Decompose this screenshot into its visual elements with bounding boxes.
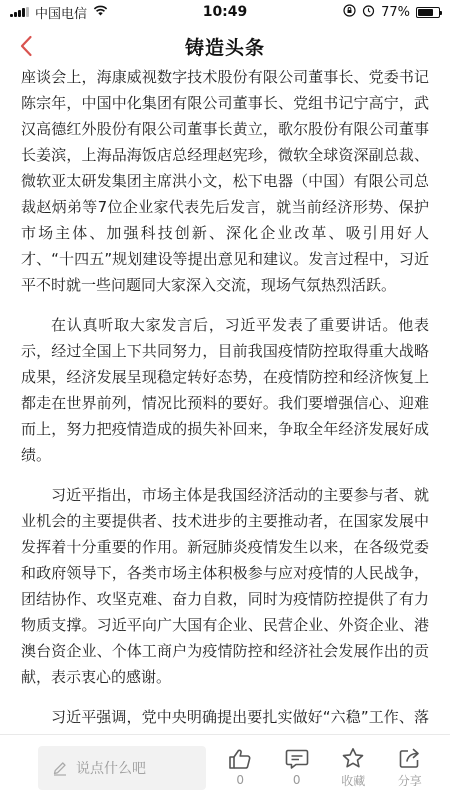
article-paragraph: 习近平强调，党中央明确提出要扎实做好“六稳”工作、落 — [51, 708, 429, 726]
share-label: 分享 — [397, 773, 422, 788]
status-right — [290, 4, 440, 21]
favorite-button[interactable] — [327, 747, 379, 789]
back-arrow-icon — [19, 35, 33, 57]
action-group — [212, 747, 438, 789]
battery-icon — [416, 7, 440, 18]
comment-placeholder: 说点什么吧 — [76, 760, 146, 777]
rotation-lock-icon — [343, 4, 356, 21]
nav-bar — [0, 24, 450, 68]
article-body[interactable] — [0, 68, 450, 734]
bottom-action-bar — [0, 734, 450, 800]
like-button[interactable] — [214, 748, 266, 787]
thumbs-up-icon — [228, 748, 252, 770]
status-time: 10:49 — [202, 4, 248, 20]
page-title: 铸造头条 — [184, 36, 265, 59]
favorite-label: 收藏 — [341, 773, 366, 788]
comment-input[interactable] — [38, 746, 206, 790]
article-paragraph: 座谈会上，海康威视数字技术股份有限公司董事长、党委书记陈宗年，中国中化集团有限公司董事长、党组书记宁高宁，武汉高德红外股份有限公司董事长黄立，歌尔股份有限公司董事长姜滨，上海品海饭店总经理赵宪珍，微软全球资深副总裁、微软亚太研发集团主席洪小文，松下电器（中国）有限公司总裁赵炳弟等7位企业家代表先后发言，就当前经济形势、保护市场主体、加强科技创新、深化企业改革、吸引用好人才、“十四五”规划建设等提出意见和建议。发言过程中，习近平不时就一些问题同大家深入交流，现场气氛热烈活跃。 — [21, 68, 429, 294]
comment-count: 0 — [292, 773, 301, 787]
wifi-icon — [93, 5, 108, 20]
alarm-icon — [362, 4, 375, 21]
status-left — [10, 3, 160, 22]
share-icon — [398, 747, 422, 769]
share-button[interactable] — [384, 747, 436, 789]
back-button[interactable] — [10, 30, 42, 62]
battery-fill — [418, 9, 433, 16]
star-icon — [341, 747, 365, 769]
battery-percent: 77% — [381, 4, 410, 20]
comment-icon — [285, 748, 309, 770]
article-paragraph: 习近平指出，市场主体是我国经济活动的主要参与者、就业机会的主要提供者、技术进步的主要推动者，在国家发展中发挥着十分重要的作用。新冠肺炎疫情发生以来，在各级党委和政府领导下，各类市场主体积极参与应对疫情的人民战争，团结协作、攻坚克难、奋力自救，同时为疫情防控提供了有力物质支撑。习近平向广大国有企业、民营企业、外资企业、港澳台资企业、个体工商户为疫情防控和经济社会发展作出的贡献，表示衷心的感谢。 — [21, 486, 429, 686]
pencil-icon — [52, 760, 68, 776]
like-count: 0 — [236, 773, 245, 787]
signal-icon — [10, 7, 29, 17]
comments-button[interactable] — [271, 748, 323, 787]
article-paragraph: 在认真听取大家发言后，习近平发表了重要讲话。他表示，经过全国上下共同努力，目前我国疫情防控取得重大战略成果，经济发展呈现稳定转好态势，在疫情防控和经济恢复上都走在世界前列，情况比预料的要好。我们要增强信心、迎难而上，努力把疫情造成的损失补回来，争取全年经济发展好成绩。 — [21, 316, 429, 464]
carrier-name: 中国电信 — [35, 6, 88, 22]
status-bar — [0, 0, 450, 24]
